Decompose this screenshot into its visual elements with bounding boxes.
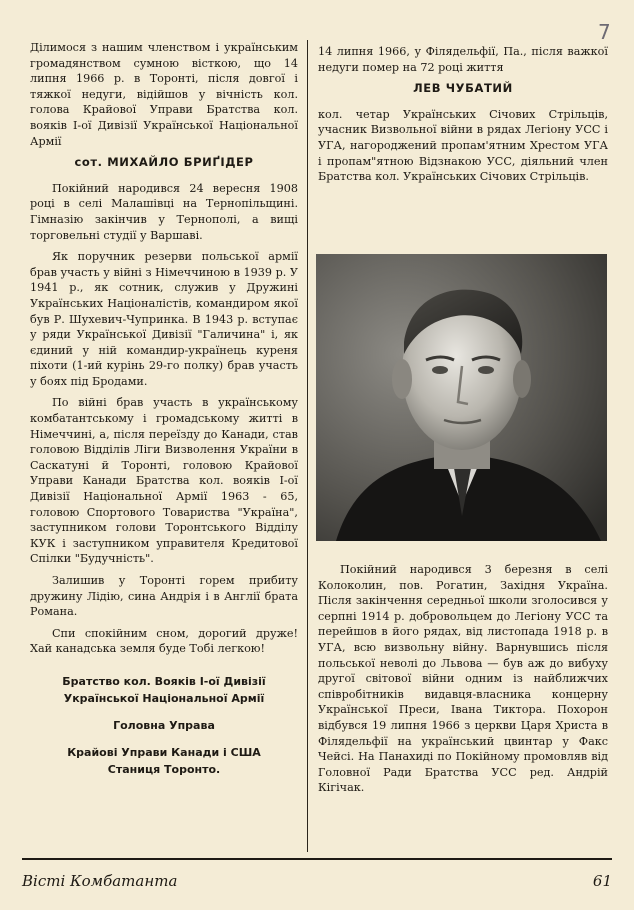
obituary-heading-chubatyi: ЛЕВ ЧУБАТИЙ [413,81,513,96]
right-paragraph-2: Покійний народився 3 березня в селі Колоколин, пов. Рогатин, Західня Україна. Після закінчення середньої школи зголосився у серпні 1914 р. добровольцем до Легіону УСС та перейшов в його рядах, від листопада 1918 р. в УГА, всю визвольну війну. Варнувшись після польської неволі до Львова — був аж до вибуху другої світової війни одним із найближчих співробітників видавця-власника концерну Української Преси, Івана Тиктора. Похорон відбувся 19 липня 1966 з церкви Царя Христа в Філядельфії на український цвинтар у Факс Чейсі. На Панахиді по Покійному промовляв від Головної Ради Братства УСС ред. Андрій Кігічак. [318,563,608,795]
left-paragraph-3: По війні брав участь в українському комбатантському і громадському житті в Німеччині, а, після переїзду до Канади, став головою Відділів Ліги Визволення України в Саскатуні й Торонті, головою Крайової Управи Канади Братства кол. вояків І-ої Дивізії Національної Армії 1963 - 65, головою Спортового Товариства "Україна", заступником голови Торонтського Відділу КУК і заступником управителя Кредитової Спілки "Будучність". [30,396,298,566]
signature-line-3: Головна Управа [113,718,215,732]
footer-page-number: 61 [592,872,612,890]
signature-line-2: Української Національної Армії [63,691,265,705]
footer-journal-title: Вісті Комбатанта [22,872,178,890]
portrait-image [316,254,607,541]
signature-line-5: Станиця Торонто. [107,762,221,776]
left-intro: Ділимося з нашим членством і українським громадянством сумною вісткою, що 14 липня 1966 р. в Торонті, після довгої і тяжкої недуги, відійшов у вічність кол. голова Крайової Управи Братства кол. вояків І-ої Дивізії Української Національної Армії [30,41,298,148]
handwritten-page-number: 7 [598,20,611,44]
obituary-heading-brigider: сот. МИХАЙЛО БРИҐІДЕР [74,155,254,170]
column-divider [307,40,308,852]
signature-line-1: Братство кол. Вояків І-ої Дивізії [62,674,266,688]
footer-rule [22,858,612,860]
right-column [318,44,608,191]
left-paragraph-1: Покійний народився 24 вересня 1908 році в селі Малашівці на Тернопільщині. Гімназію закінчив у Тернополі, а вищі торговельні студії у Варшаві. [30,181,298,242]
signature-line-4: Крайові Управи Канади і США [67,745,261,759]
signature-block [30,663,298,778]
left-paragraph-4: Залишив у Торонті горем прибиту дружину Лідію, сина Андрія і в Англії брата Романа. [30,574,298,619]
right-paragraph-1: кол. четар Українських Січових Стрільців, учасник Визвольної війни в рядах Легіону УСС і УГА, нагороджений пропам'ятним Хрестом УГА і пропам"ятною Відзнакою УСС, діяльний член Братства кол. Українських Січових Стрільців. [318,107,608,184]
left-column [30,40,298,778]
left-paragraph-5: Спи спокійним сном, дорогий друже! Хай канадська земля буде Тобі легкою! [30,626,298,656]
right-column-lower [318,562,608,802]
right-intro: 14 липня 1966, у Філядельфії, Па., після важкої недуги помер на 72 році життя [318,45,608,74]
left-paragraph-2: Як поручник резерви польської армії брав участь у війні з Німеччиною в 1939 р. У 1941 р., як сотник, служив у Дружині Українських Націоналістів, командиром якої був Р. Шухевич-Чупринка. В 1943 р. вступає у ряди Української Дивізії "Галичина" і, як єдиний у ній командир-українець куреня піхоти (1-ий курінь 29-го полку) брав участь у боях під Бродами. [30,250,298,388]
portrait-photo [316,254,607,541]
